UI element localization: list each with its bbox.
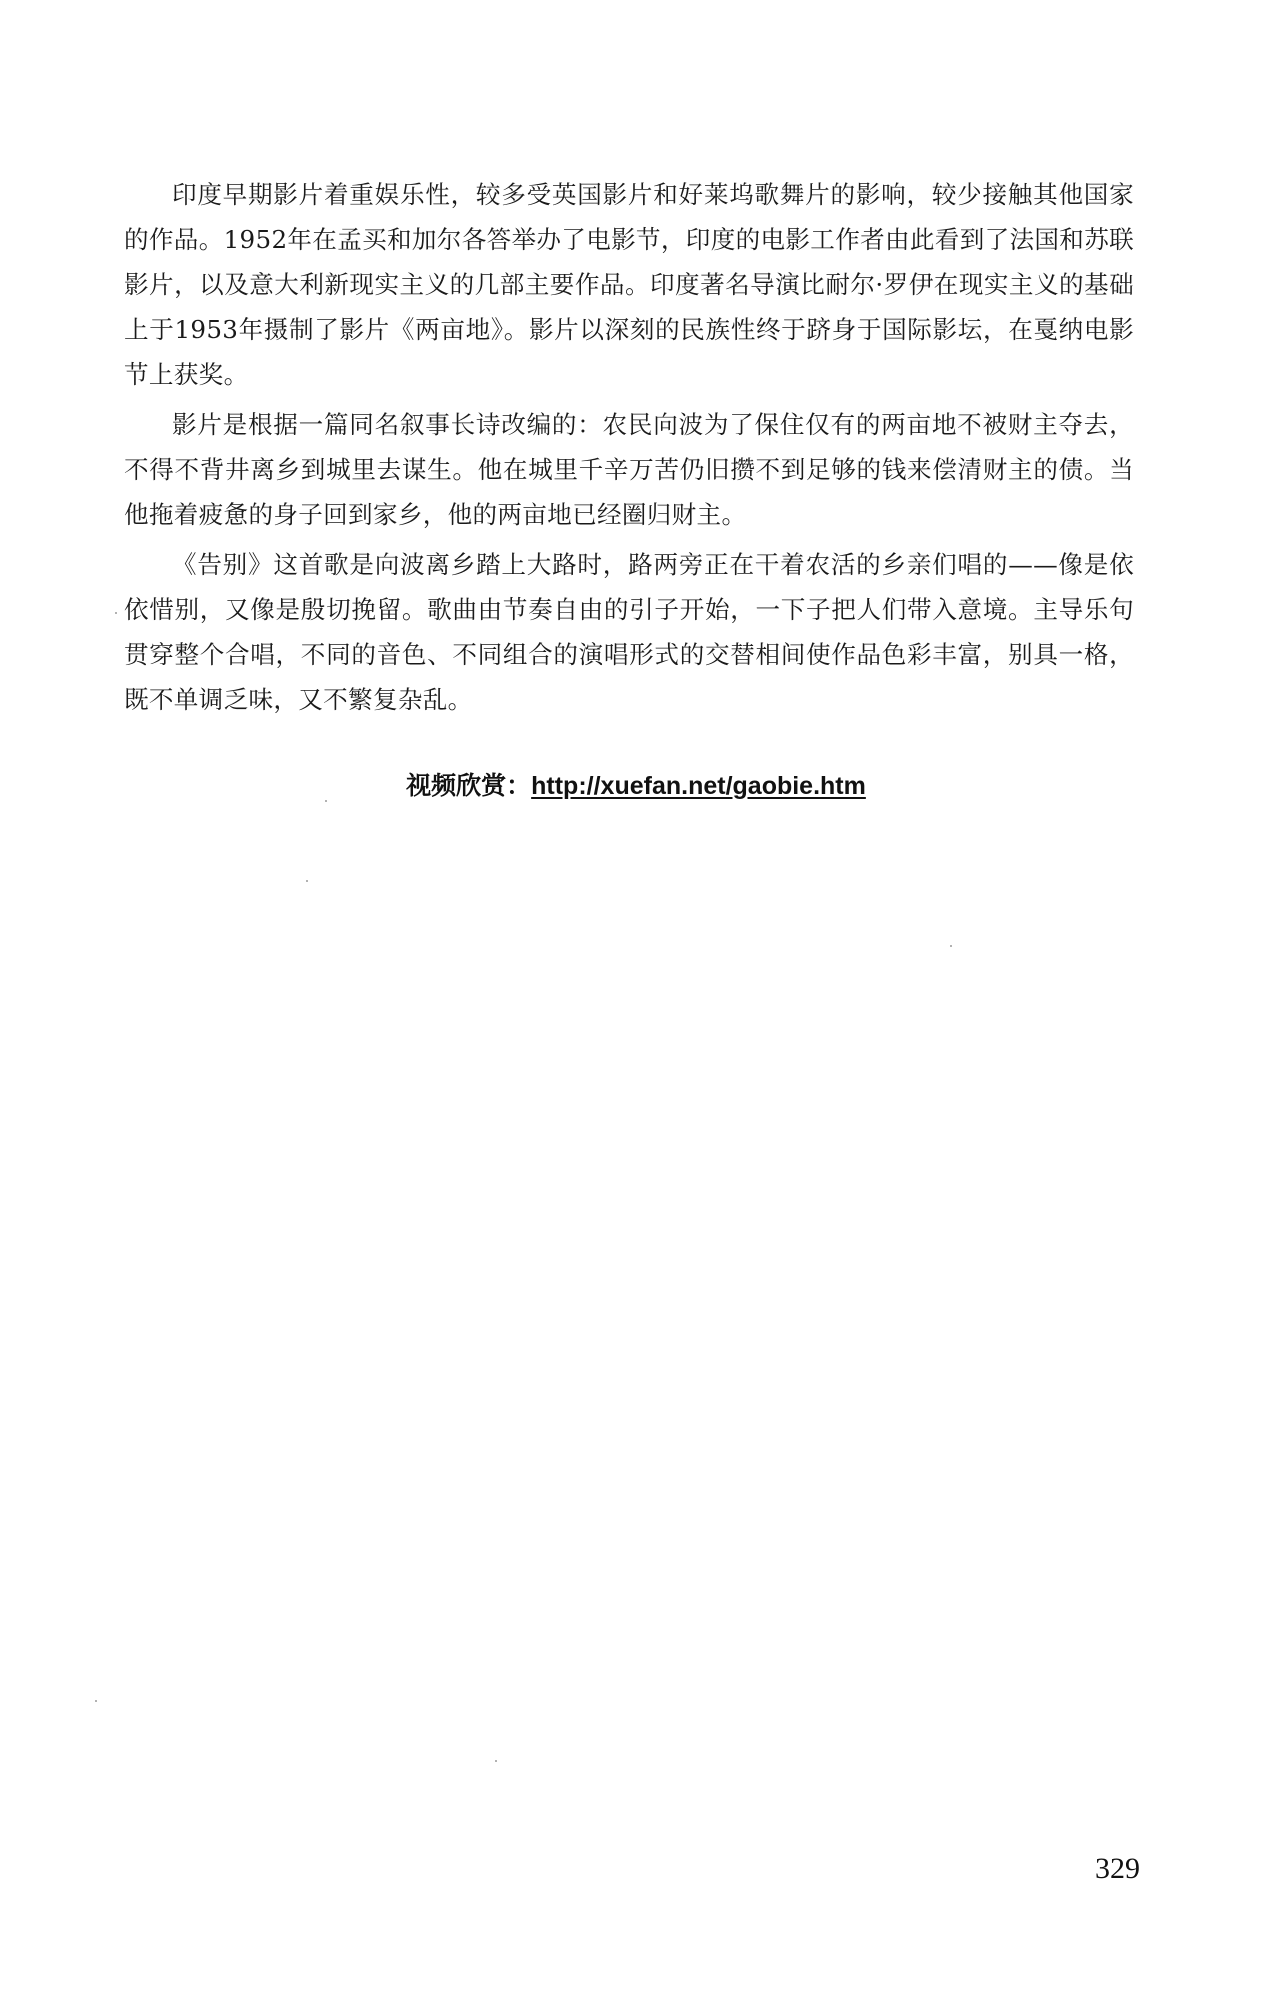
- body-text: [124, 172, 1134, 727]
- paragraph-3: 《告别》这首歌是向波离乡踏上大路时，路两旁正在干着农活的乡亲们唱的——像是依依惜别，又像是殷切挽留。歌曲由节奏自由的引子开始，一下子把人们带入意境。主导乐句贯穿整个合唱，不同的音色、不同组合的演唱形式的交替相间使作品色彩丰富，别具一格，既不单调乏味，又不繁复杂乱。: [124, 550, 1134, 714]
- scan-speck: [495, 1760, 497, 1762]
- video-appreciation-line: [0, 766, 1272, 802]
- video-label: 视频欣赏：: [406, 772, 532, 800]
- scan-speck: [95, 1700, 97, 1702]
- scan-speck: [325, 800, 327, 802]
- video-link[interactable]: http://xuefan.net/gaobie.htm: [531, 772, 866, 800]
- paragraph-1: 印度早期影片着重娱乐性，较多受英国影片和好莱坞歌舞片的影响，较少接触其他国家的作品。1952年在孟买和加尔各答举办了电影节，印度的电影工作者由此看到了法国和苏联影片，以及意大利新现实主义的几部主要作品。印度著名导演比耐尔·罗伊在现实主义的基础上于1953年摄制了影片《两亩地》。影片以深刻的民族性终于跻身于国际影坛，在戛纳电影节上获奖。: [124, 180, 1134, 389]
- scan-speck: [115, 612, 117, 614]
- scan-speck: [950, 945, 952, 947]
- paragraph-2: 影片是根据一篇同名叙事长诗改编的：农民向波为了保住仅有的两亩地不被财主夺去，不得不背井离乡到城里去谋生。他在城里千辛万苦仍旧攒不到足够的钱来偿清财主的债。当他拖着疲惫的身子回到家乡，他的两亩地已经圈归财主。: [124, 410, 1134, 529]
- scan-speck: [306, 880, 308, 882]
- page-number: 329: [1095, 1852, 1140, 1885]
